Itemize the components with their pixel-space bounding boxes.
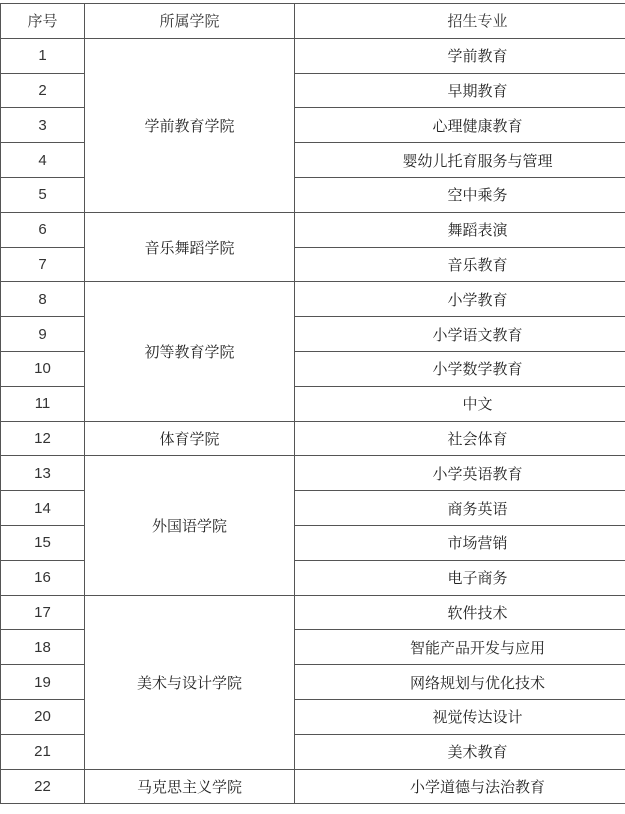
row-number-cell: 1 [1,38,85,73]
row-number-cell: 9 [1,317,85,352]
major-cell: 视觉传达设计 [295,699,625,734]
major-cell: 美术教育 [295,734,625,769]
row-number-cell: 2 [1,73,85,108]
major-cell: 智能产品开发与应用 [295,630,625,665]
table-row [1,456,625,491]
row-number-cell: 6 [1,212,85,247]
table-row [1,595,625,630]
major-cell: 社会体育 [295,421,625,456]
major-cell: 舞蹈表演 [295,212,625,247]
college-cell: 体育学院 [85,421,295,456]
row-number-cell: 15 [1,525,85,560]
table-row [1,282,625,317]
major-cell: 早期教育 [295,73,625,108]
major-cell: 商务英语 [295,491,625,526]
major-cell: 软件技术 [295,595,625,630]
row-number-cell: 4 [1,143,85,178]
header-row [1,4,625,39]
row-number-cell: 14 [1,491,85,526]
enrollment-table-container [0,3,625,804]
row-number-cell: 7 [1,247,85,282]
header-major: 招生专业 [295,4,625,39]
college-cell: 美术与设计学院 [85,595,295,769]
table-row [1,38,625,73]
major-cell: 空中乘务 [295,177,625,212]
major-cell: 婴幼儿托育服务与管理 [295,143,625,178]
row-number-cell: 5 [1,177,85,212]
row-number-cell: 13 [1,456,85,491]
major-cell: 市场营销 [295,525,625,560]
major-cell: 小学道德与法治教育 [295,769,625,804]
header-college: 所属学院 [85,4,295,39]
major-cell: 学前教育 [295,38,625,73]
major-cell: 电子商务 [295,560,625,595]
table-row [1,421,625,456]
major-cell: 小学教育 [295,282,625,317]
major-cell: 心理健康教育 [295,108,625,143]
major-cell: 中文 [295,386,625,421]
college-cell: 外国语学院 [85,456,295,595]
row-number-cell: 19 [1,665,85,700]
table-body [1,38,625,804]
college-cell: 初等教育学院 [85,282,295,421]
row-number-cell: 8 [1,282,85,317]
major-cell: 小学数学教育 [295,351,625,386]
row-number-cell: 21 [1,734,85,769]
row-number-cell: 3 [1,108,85,143]
table-row [1,769,625,804]
row-number-cell: 10 [1,351,85,386]
major-cell: 网络规划与优化技术 [295,665,625,700]
major-cell: 小学英语教育 [295,456,625,491]
row-number-cell: 17 [1,595,85,630]
major-cell: 音乐教育 [295,247,625,282]
college-cell: 音乐舞蹈学院 [85,212,295,282]
row-number-cell: 20 [1,699,85,734]
college-cell: 马克思主义学院 [85,769,295,804]
enrollment-table [0,3,625,804]
row-number-cell: 16 [1,560,85,595]
major-cell: 小学语文教育 [295,317,625,352]
row-number-cell: 11 [1,386,85,421]
college-cell: 学前教育学院 [85,38,295,212]
row-number-cell: 22 [1,769,85,804]
table-row [1,212,625,247]
row-number-cell: 12 [1,421,85,456]
row-number-cell: 18 [1,630,85,665]
header-number: 序号 [1,4,85,39]
